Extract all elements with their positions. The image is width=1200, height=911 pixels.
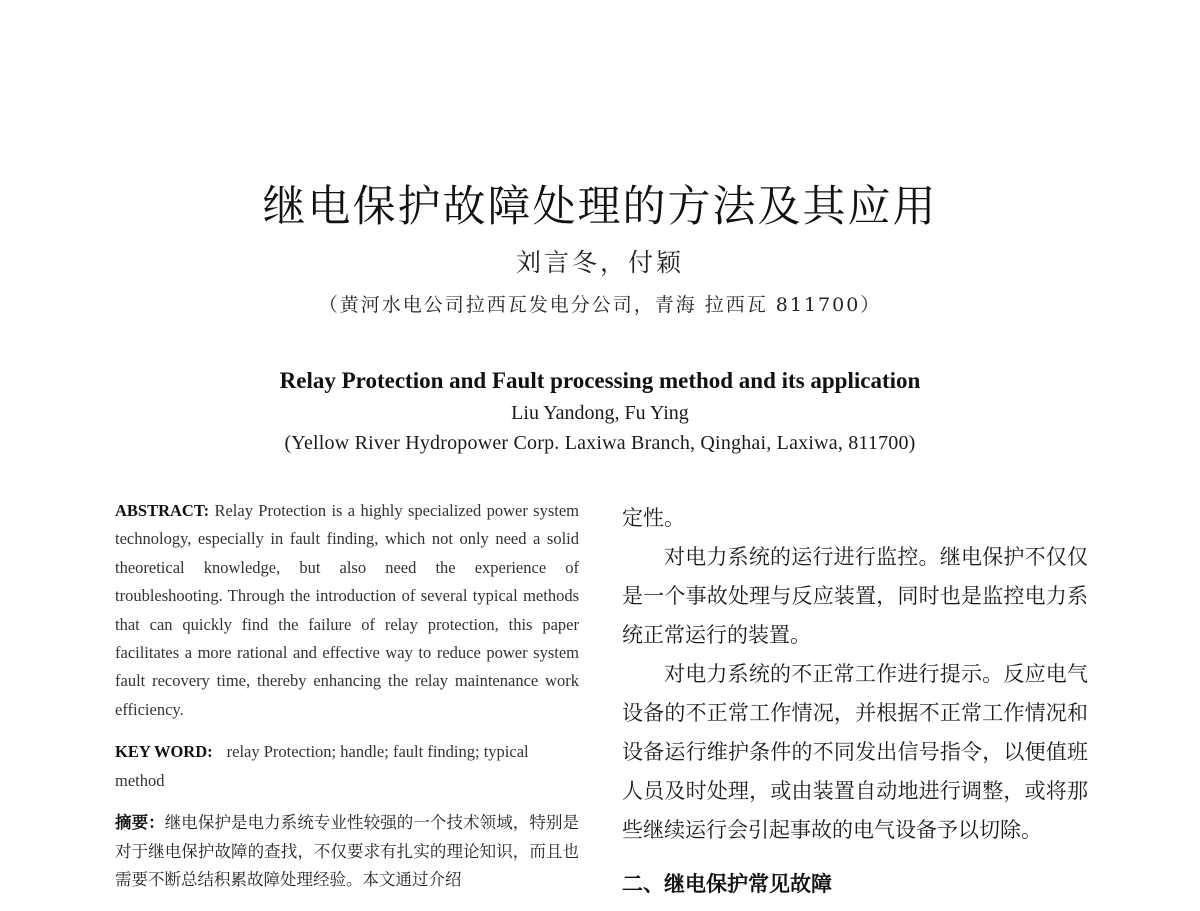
authors-chinese: 刘言冬，付颖: [515, 248, 684, 277]
paragraph-monitoring: 对电力系统的运行进行监控。继电保护不仅仅是一个事故处理与反应装置，同时也是监控电力系统正常运行的装置。: [622, 545, 1088, 647]
affiliation-chinese: （黄河水电公司拉西瓦发电分公司，青海 拉西瓦 811700）: [318, 294, 882, 316]
abstract-text: Relay Protection is a highly specialized power system technology, especially in fault finding, which not only need a solid theoretical knowledge, but also need the experience of troubleshooting. Through the introduction of several typical methods that can quickly find the failure of relay protection, this paper facilitates a more rational and effective way to reduce power system fault recovery time, thereby enhancing the relay maintenance work efficiency.: [115, 501, 579, 719]
keywords-label: KEY WORD:: [115, 742, 213, 762]
abstract-chinese: [115, 809, 579, 895]
right-column: [622, 499, 1088, 904]
paragraph-continuation: 定性。: [622, 506, 685, 530]
abstract-chinese-text: 继电保护是电力系统专业性较强的一个技术领域，特别是对于继电保护故障的查找，不仅要求有扎实的理论知识，而且也需要不断总结积累故障处理经验。本文通过介绍: [115, 813, 580, 890]
keywords-text: relay Protection; handle; fault finding; typical method: [115, 742, 529, 790]
left-column: [115, 497, 579, 911]
paper-title-chinese: 继电保护故障处理的方法及其应用: [262, 182, 938, 232]
abstract-chinese-label: 摘要：: [115, 813, 165, 833]
paper-title-english: Relay Protection and Fault processing method and its application: [279, 368, 921, 393]
affiliation-english: (Yellow River Hydropower Corp. Laxiwa Branch, Qinghai, Laxiwa, 811700): [284, 432, 916, 454]
keywords: [115, 738, 579, 795]
authors-english: Liu Yandong, Fu Ying: [511, 402, 689, 424]
abstract-label: ABSTRACT:: [115, 501, 210, 520]
section-heading: 二、继电保护常见故障: [622, 872, 832, 896]
abstract-english: [115, 497, 579, 724]
paragraph-abnormal-warning: 对电力系统的不正常工作进行提示。反应电气设备的不正常工作情况，并根据不正常工作情况和设备运行维护条件的不同发出信号指令，以便值班人员及时处理，或由装置自动地进行调整，或将那些继续运行会引起事故的电气设备予以切除。: [622, 662, 1088, 842]
